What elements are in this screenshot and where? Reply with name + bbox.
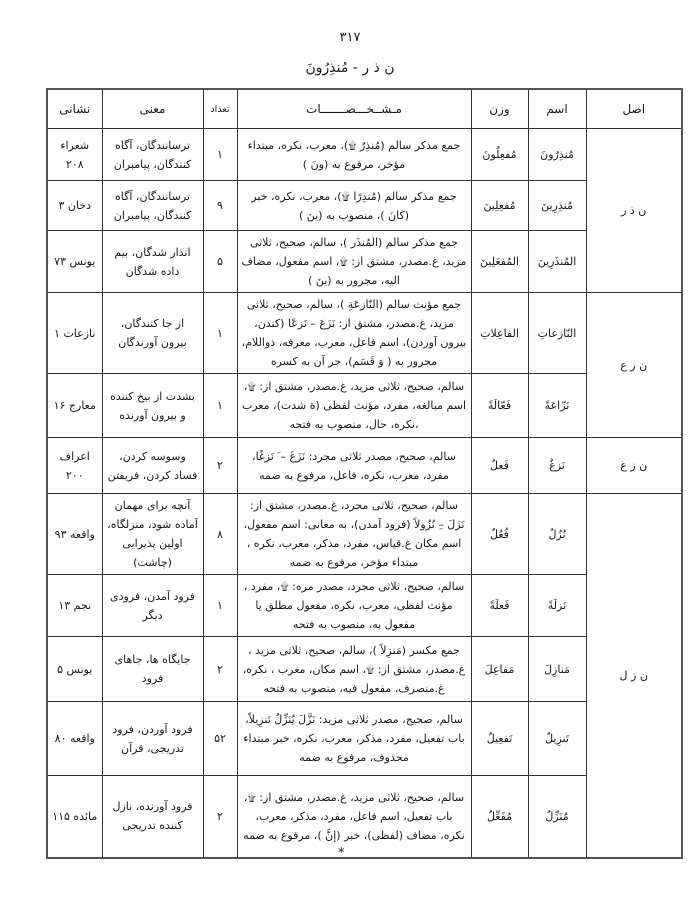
count-cell: ۱	[203, 129, 237, 181]
description-cell: سالم، صحیح، ثلاثی مجرد، غ.مصدر، مشتق از: نَزَلَ –ِ نُزُولاً (فرود آمدن)، به معانی: اسم مفعول، اسم مکان غ.قیاس، مفرد، مذکر، معرب، نکره ، مبتداء مؤخر، مرفوع به ضمه	[237, 494, 471, 575]
description-cell: جمع مکسر (مَنزِلاً )، سالم، صحیح، ثلاثی مزید ، غ.مصدر، مشتق از: ۩، اسم مکان، معرب ، نکره، غ.منصرف، مفعول فیه، منصوب به فتحه	[237, 637, 471, 702]
description-cell: سالم، صحیح، ثلاثی مجرد، مصدر مره: ۩، مفرد ، مؤنث لفظی، معرب، نکره، مفعول مطلق یا مفعول به، منصوب به فتحه	[237, 575, 471, 637]
header-meaning: معنی	[102, 89, 203, 129]
header-row	[47, 89, 682, 129]
description-cell: سالم، صحیح، ثلاثی مزید، غ.مصدر، مشتق از: ۩، اسم مبالغه، مفرد، مؤنث لفظی (ة شدت)، معرب ،نکره، حال، منصوب به فتحه	[237, 374, 471, 438]
word-cell: النّازعاتِ	[528, 293, 586, 374]
footer-mark: *	[338, 846, 345, 861]
wazn-cell: مُفَعِّلٌ	[471, 776, 528, 858]
wazn-cell: تَفعِیلٌ	[471, 702, 528, 776]
lexicon-table	[46, 88, 683, 859]
wazn-cell: فُعُلٌ	[471, 494, 528, 575]
meaning-cell: فرود آوردن، فرود تدریجی، قرآن	[102, 702, 203, 776]
header-reference: نشانی	[47, 89, 102, 129]
reference-cell: یونس ۷۳	[47, 231, 102, 293]
count-cell: ۹	[203, 181, 237, 231]
table-row	[47, 438, 682, 494]
meaning-cell: فرود آورنده، نازل کننده تدریجی	[102, 776, 203, 858]
header-wazn: وزن	[471, 89, 528, 129]
reference-cell: نازعات ۱	[47, 293, 102, 374]
table-row	[47, 293, 682, 374]
page-number: ۳۱۷	[339, 30, 361, 45]
root-cell: ن ز غ	[586, 438, 682, 494]
description-cell: جمع مذکر سالم (مُنذِرٌ ۩)، معرب، نکره، مبتداء مؤخر، مرفوع به (ونَ )	[237, 129, 471, 181]
description-cell: جمع مذکر سالم (مُنذِرًا ۩)، معرب، نکره، خبر (کانَ )، منصوب به (ینَ )	[237, 181, 471, 231]
count-cell: ۸	[203, 494, 237, 575]
word-cell: مُنذِرِینَ	[528, 181, 586, 231]
description-cell: سالم، صحیح، ثلاثی مزید، غ.مصدر، مشتق از: ۩، باب تفعیل، اسم فاعل، مفرد، مذکر، معرب، نکره، مضاف (لفظی)، خبر (إنَّ )، مرفوع به ضمه	[237, 776, 471, 858]
count-cell: ۲	[203, 637, 237, 702]
header-word: اسم	[528, 89, 586, 129]
root-cell: ن ذ ر	[586, 129, 682, 293]
description-cell: جمع مؤنث سالم (النّازعَةِ )، سالم، صحیح، ثلاثی مزید، غ.مصدر، مشتق از: نَزَعَ – نَزعًا (کندن، بیرون آوردن)، اسم فاعل، معرب، معرفه، ذواللام، مجرور به ( وَ قَسَم)، جر آن به کسره	[237, 293, 471, 374]
count-cell: ۵۲	[203, 702, 237, 776]
reference-cell: نجم ۱۳	[47, 575, 102, 637]
word-cell: مُنذِرُونَ	[528, 129, 586, 181]
count-cell: ۱	[203, 293, 237, 374]
reference-cell: شعراء ۲۰۸	[47, 129, 102, 181]
reference-cell: مائده ۱۱۵	[47, 776, 102, 858]
word-cell: تَنزِیلٌ	[528, 702, 586, 776]
count-cell: ۱	[203, 575, 237, 637]
reference-cell: معارج ۱۶	[47, 374, 102, 438]
description-cell: سالم، صحیح، مصدر ثلاثی مزید: نَزَّلَ یُنَزِّلُ تَنزِیلاً، باب تفعیل، مفرد، مذکر، معرب، نکره، خبر مبتداء محذوف، مرفوع به ضمه	[237, 702, 471, 776]
description-cell: جمع مذکر سالم (المُنذَر )، سالم، صحیح، ثلاثی مزید، غ.مصدر، مشتق از: ۩، اسم مفعول، مضاف الیه، مجرور به (ینَ )	[237, 231, 471, 293]
header-count: تعداد	[203, 89, 237, 129]
root-cell: ن ز ع	[586, 293, 682, 438]
table-row	[47, 494, 682, 575]
root-cell: ن ز ل	[586, 494, 682, 858]
wazn-cell: فَعلَةً	[471, 575, 528, 637]
reference-cell: واقعه ۸۰	[47, 702, 102, 776]
word-cell: نَزلَةً	[528, 575, 586, 637]
wazn-cell: المُفعَلِینَ	[471, 231, 528, 293]
reference-cell: اعراف ۲۰۰	[47, 438, 102, 494]
word-cell: مُنَزِّلٌ	[528, 776, 586, 858]
wazn-cell: مُفعِلِینَ	[471, 181, 528, 231]
description-cell: سالم، صحیح، مصدر ثلاثی مجرد: نَزَغَ – َ نَزغًا، مفرد، معرب، نکره، فاعل، مرفوع به ضمه	[237, 438, 471, 494]
meaning-cell: ترسانندگان، آگاه کنندگان، پیامبران	[102, 129, 203, 181]
count-cell: ۱	[203, 374, 237, 438]
count-cell: ۲	[203, 776, 237, 858]
table-row	[47, 129, 682, 181]
meaning-cell: فرود آمدن، فرودی دیگر	[102, 575, 203, 637]
word-cell: المُنذَرِینَ	[528, 231, 586, 293]
count-cell: ۲	[203, 438, 237, 494]
wazn-cell: فَعلٌ	[471, 438, 528, 494]
count-cell: ۵	[203, 231, 237, 293]
word-cell: مَنازِلَ	[528, 637, 586, 702]
reference-cell: یونس ۵	[47, 637, 102, 702]
word-cell: نَزغٌ	[528, 438, 586, 494]
word-cell: نَزّاعَةً	[528, 374, 586, 438]
wazn-cell: الفاعِلاتِ	[471, 293, 528, 374]
wazn-cell: مُفعِلُونَ	[471, 129, 528, 181]
word-cell: نُزُلٌ	[528, 494, 586, 575]
meaning-cell: از جا کنندگان، بیرون آورندگان	[102, 293, 203, 374]
reference-cell: دخان ۳	[47, 181, 102, 231]
meaning-cell: بشدت از بیخ کننده و بیرون آورنده	[102, 374, 203, 438]
meaning-cell: جایگاه ها، جاهای فرود	[102, 637, 203, 702]
meaning-cell: وسوسه کردن، فساد کردن، فریفتن	[102, 438, 203, 494]
wazn-cell: مَفاعِلَ	[471, 637, 528, 702]
meaning-cell: آنچه برای مهمان آماده شود، منزلگاه، اولین پذیرایی (چاشت)	[102, 494, 203, 575]
page-heading: ن ذ ر - مُنذِرُونَ	[305, 60, 395, 76]
header-root: اصل	[586, 89, 682, 129]
meaning-cell: انذار شدگان، بیم داده شدگان	[102, 231, 203, 293]
reference-cell: واقعه ۹۳	[47, 494, 102, 575]
meaning-cell: ترسانندگان، آگاه کنندگان، پیامبران	[102, 181, 203, 231]
wazn-cell: فَعّالَةً	[471, 374, 528, 438]
header-description: مـشــخـــصـــــــات	[237, 89, 471, 129]
